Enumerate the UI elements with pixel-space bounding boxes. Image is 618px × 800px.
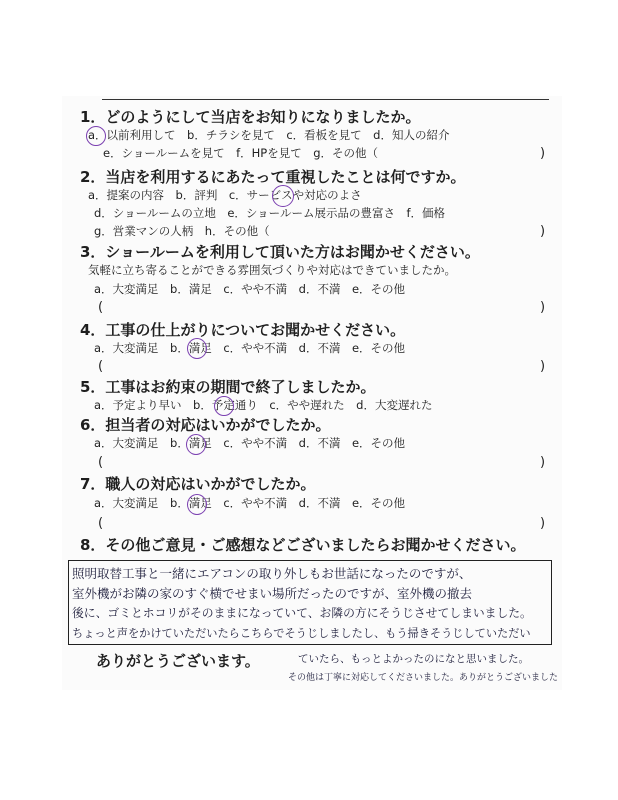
top-rule: [102, 99, 549, 100]
comment-line-5: ていたら、もっとよかったのになと思いました。: [298, 653, 529, 665]
q7-close-paren: ): [540, 516, 546, 531]
thank-you-text: ありがとうございます。: [96, 652, 260, 670]
q2-options-line1: a．提案の内容 b．評判 c．サービスや対応のよさ: [88, 188, 362, 202]
comment-line-1: 照明取替工事と一緒にエアコンの取り外しもお世話になったのですが、: [72, 566, 472, 581]
q3-options: a．大変満足 b．満足 c．やや不満 d．不満 e．その他: [94, 282, 406, 296]
q6-title: 6．担当者の対応はいかがでしたか。: [80, 416, 331, 434]
q1-options-line1: a．以前利用して b．チラシを見て c．看板を見て d．知人の紹介: [88, 128, 450, 142]
q4-open-paren: (: [98, 359, 104, 374]
q3-close-paren: ): [540, 300, 546, 315]
q5-title: 5．工事はお約束の期間で終了しましたか。: [80, 378, 376, 396]
q2-close-paren: ): [540, 224, 546, 239]
q1-answer-circle: [86, 126, 106, 146]
q1-options-line2: e．ショールームを見て f．HPを見て g．その他（: [103, 146, 379, 160]
q6-close-paren: ): [540, 455, 546, 470]
q3-title: 3．ショールームを利用して頂いた方はお聞かせください。: [80, 243, 480, 261]
q3-open-paren: (: [98, 300, 104, 315]
q7-title: 7．職人の対応はいかがでしたか。: [80, 475, 316, 493]
q5-options: a．予定より早い b．予定通り c．やや遅れた d．大変遅れた: [94, 398, 433, 412]
q6-open-paren: (: [98, 455, 104, 470]
q2-answer-circle: [272, 185, 294, 207]
q1-close-paren: ): [540, 146, 546, 161]
q3-subtitle: 気軽に立ち寄ることができる雰囲気づくりや対応はできていましたか。: [88, 263, 456, 277]
comment-line-3: 後に、ゴミとホコリがそのままになっていて、お隣の方にそうじさせてしまいました。: [72, 606, 532, 620]
q5-answer-circle: [214, 396, 234, 416]
comment-line-2: 室外機がお隣の家のすぐ横でせまい場所だったのですが、室外機の撤去: [72, 586, 473, 601]
q7-open-paren: (: [98, 516, 104, 531]
q2-title: 2．当店を利用するにあたって重視したことは何ですか。: [80, 168, 466, 186]
comment-line-6: その他は丁寧に対応してくださいました。ありがとうございました: [288, 673, 559, 683]
q2-options-line2: d．ショールームの立地 e．ショールーム展示品の豊富さ f．価格: [94, 206, 446, 220]
q6-options: a．大変満足 b．満足 c．やや不満 d．不満 e．その他: [94, 436, 406, 450]
q1-title: 1．どのようにして当店をお知りになりましたか。: [80, 108, 421, 126]
q4-close-paren: ): [540, 359, 546, 374]
q7-options: a．大変満足 b．満足 c．やや不満 d．不満 e．その他: [94, 496, 406, 510]
q4-title: 4．工事の仕上がりについてお聞かせください。: [80, 321, 406, 339]
q7-answer-circle: [187, 494, 207, 515]
comment-line-4: ちょっと声をかけていただいたらこちらでそうじしましたし、もう掃きそうじしていただい: [72, 627, 531, 640]
q6-answer-circle: [186, 434, 206, 455]
q2-options-line3: g．営業マンの人柄 h．その他（: [94, 224, 270, 238]
q8-title: 8．その他ご意見・ご感想などございましたらお聞かせください。: [80, 536, 526, 554]
q4-answer-circle: [187, 338, 207, 359]
q4-options: a．大変満足 b．満足 c．やや不満 d．不満 e．その他: [94, 341, 406, 355]
